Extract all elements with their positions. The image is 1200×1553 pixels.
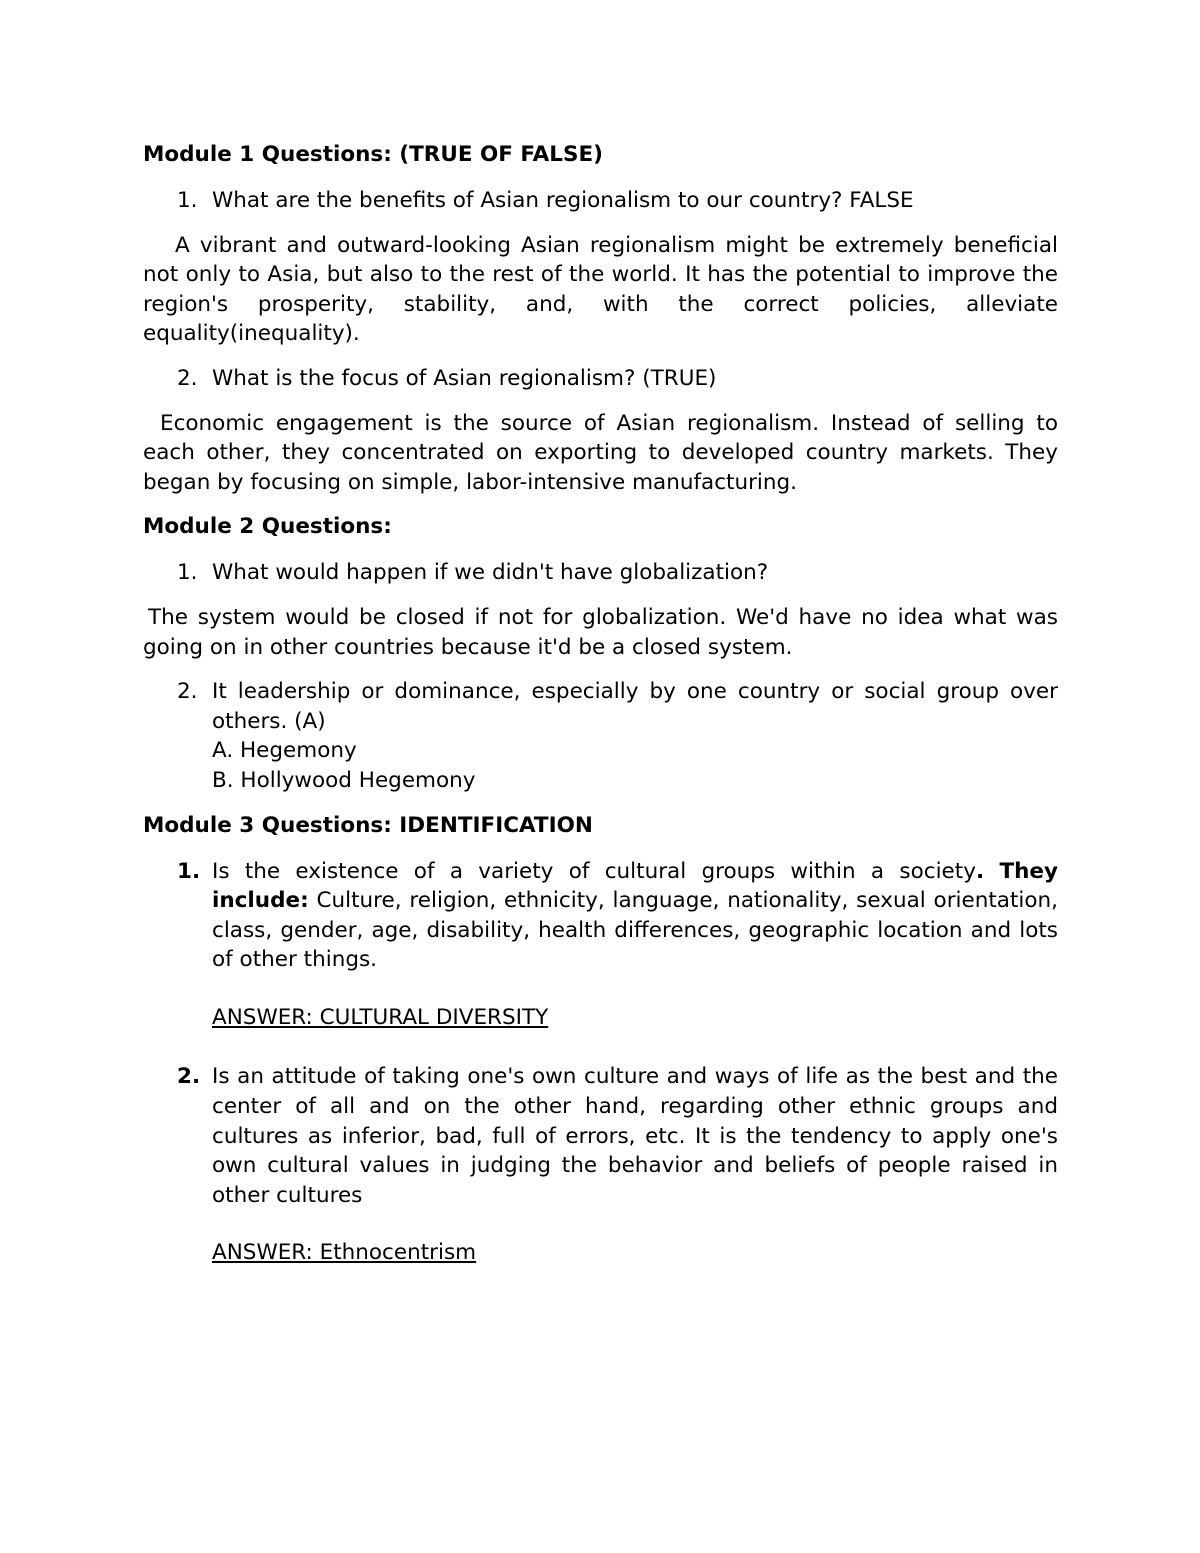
module1-answer-1: A vibrant and outward-looking Asian regionalism might be extremely beneficial not only to Asia, but also to the rest of the world. It has the potential to improve the region's prosperity, stability, and, with the correct policies, alleviate equality(inequality).	[143, 232, 1058, 347]
question-text: It leadership or dominance, especially by one country or social group over others. (A)	[212, 679, 1058, 734]
module3-question-2	[143, 1062, 1058, 1268]
module1-question-2	[143, 364, 1058, 394]
question-text: Is the existence of a variety of cultural groups within a society	[212, 858, 976, 884]
question-number: 2.	[177, 679, 198, 705]
module2-question-2	[143, 677, 1058, 795]
module3-question-1	[143, 857, 1058, 1033]
question-number: 1.	[177, 188, 198, 213]
module1-heading: Module 1 Questions: (TRUE OF FALSE)	[143, 142, 603, 167]
question-number: 2.	[177, 365, 198, 391]
question-text: What would happen if we didn't have globalization?	[212, 560, 769, 586]
module3-heading: Module 3 Questions: IDENTIFICATION	[143, 812, 593, 838]
question-period: .	[975, 858, 985, 884]
question-text: Is an attitude of taking one's own culture and ways of life as the best and the center of all and on the other hand, regarding other ethnic groups and cultures as inferior, bad, full of errors, etc. It is the tendency to apply one's own cultural values in judging the behavior and beliefs of people raised in other cultures	[212, 1064, 1058, 1208]
question-number: 1.	[177, 858, 201, 884]
include-list: Culture, religion, ethnicity, language, nationality, sexual orientation, class, gender, age, disability, health differences, geographic location and lots of other things.	[212, 888, 1058, 973]
module3-answer-1: ANSWER: CULTURAL DIVERSITY	[212, 1004, 549, 1030]
include-label: They include:	[212, 858, 1059, 914]
module1-question-1	[143, 186, 1058, 216]
module2-heading: Module 2 Questions:	[143, 514, 392, 540]
question-body	[212, 857, 1058, 975]
document-page	[143, 140, 1058, 1268]
question-text: What are the benefits of Asian regionalism to our country? FALSE	[212, 188, 914, 213]
question-number: 2.	[177, 1064, 201, 1090]
module3-answer-2: ANSWER: Ethnocentrism	[212, 1240, 477, 1266]
module2-question-1	[143, 558, 1058, 588]
question-number: 1.	[177, 560, 198, 586]
module2-answer-1: The system would be closed if not for globalization. We'd have no idea what was going on in other countries because it'd be a closed system.	[143, 604, 1058, 660]
option-a: A. Hegemony	[212, 738, 357, 764]
question-text: What is the focus of Asian regionalism? (TRUE)	[212, 365, 717, 391]
module1-answer-2: Economic engagement is the source of Asian regionalism. Instead of selling to each other, they concentrated on exporting to developed country markets. They began by focusing on simple, labor-intensive manufacturing.	[143, 410, 1058, 495]
option-b: B. Hollywood Hegemony	[212, 767, 476, 793]
